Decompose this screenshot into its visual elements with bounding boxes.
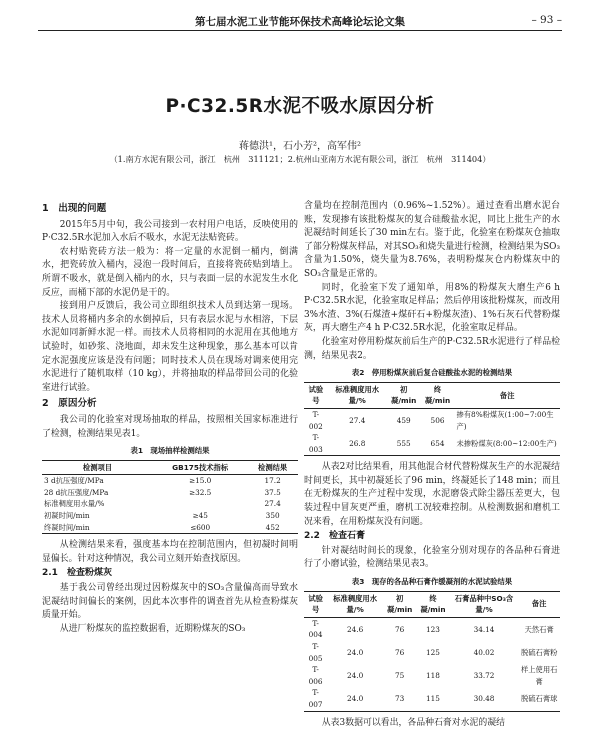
- table-header: 初凝/min: [387, 593, 413, 615]
- table-row: [304, 408, 560, 432]
- right-column: [304, 200, 560, 730]
- table-cell: 终凝时间/min: [44, 522, 90, 532]
- table-cell: 654: [430, 438, 445, 448]
- table-row: [304, 641, 560, 664]
- table-cell: T-003: [308, 433, 323, 454]
- section-1-heading: 1 出现的问题: [42, 203, 107, 214]
- paragraph: 从进厂粉煤灰的监控数据看，近期粉煤灰的SO₃: [59, 623, 246, 634]
- section-2-2-heading: 2.2 检查石膏: [304, 531, 365, 542]
- paragraph: 接到用户反馈后，我公司立即组织技术人员到达第一现场。技术人员将桶内多余的水倒掉后，只有表层水泥与水相溶，下层水泥如同新鲜水泥一样。而技术人员将相同的水泥用在其他地方试验时，如砂浆、浇地面，却未发生这种现象，那么基本可以肯定水泥强度应该是没有问题；同时技术人员在现场对调来使用完水泥进行了随机取样（10 kg），并将抽取的样品带回公司的化验室进行试验。: [42, 301, 298, 393]
- table-row: [42, 510, 298, 522]
- table-row: [42, 475, 298, 487]
- table-3-caption: 表3 现存的各品种石膏作缓凝剂的水泥试验结果: [351, 577, 513, 587]
- paragraph: 农村贴瓷砖方法一般为：将一定量的水泥倒一桶内，倒满水，把瓷砖放入桶内，浸泡一段时间后，直接将瓷砖贴到墙上。所谓不吸水，就是倒入桶内的水，只与表面一层的水泥发生水化反应，而桶下部的水泥仍是干的。: [42, 246, 298, 298]
- table-cell: 76: [395, 647, 405, 657]
- table-cell: 452: [265, 522, 280, 532]
- section-2-1-heading: 2.1 检查粉煤灰: [42, 568, 112, 579]
- table-cell: T-002: [308, 409, 323, 431]
- table-1: [42, 460, 298, 535]
- table-header: 备注: [499, 390, 515, 400]
- paragraph: 同时，化验室下发了通知单，用8%的粉煤灰大磨生产6 h P·C32.5R水泥，化验室取足样品；然后停用该批粉煤灰，而改用3%水渣、3%(石煤渣+煤矸石+粉煤灰渣)、1%石灰石代替粉煤灰，再大磨生产4 h P·C32.5R水泥，化验室取足样品。: [304, 282, 560, 334]
- article-title: P·C32.5R水泥不吸水原因分析: [165, 96, 435, 117]
- table-header: 初凝/min: [391, 384, 417, 406]
- table-cell: 脱硫石膏球: [520, 694, 558, 704]
- table-cell: 459: [396, 415, 411, 425]
- table-cell: 掺有8%粉煤灰(1:00~7:00生产): [456, 409, 554, 431]
- article-affiliation: （1.南方水泥有限公司，浙江 杭州 311121；2.杭州山亚南方水泥有限公司，浙江 杭州 311404）: [109, 154, 491, 164]
- paragraph: 基于我公司曾经出现过因粉煤灰中的SO₃含量偏高而导致水泥凝结时间偏长的案例，因此本次事件的调查首先从检查粉煤灰质量开始。: [42, 583, 298, 621]
- table-row: [304, 617, 560, 641]
- table-cell: 初凝时间/min: [44, 511, 90, 521]
- article-authors: 蒋德洪¹，石小芳²，高军伟²: [238, 141, 362, 152]
- table-row: [304, 432, 560, 456]
- table-cell: 24.0: [347, 694, 364, 704]
- table-header: 石膏品种中SO₃含量/%: [454, 593, 514, 615]
- table-cell: 34.14: [473, 624, 495, 634]
- table-3: [304, 591, 560, 712]
- table-header: 终凝/min: [420, 593, 446, 615]
- table-cell: 24.6: [347, 624, 364, 634]
- table-2-caption: 表2 停用粉煤灰前后复合硅酸盐水泥的检测结果: [351, 368, 513, 378]
- paragraph: 从检测结果来看，强度基本均在控制范围内，但初凝时间明显偏长。针对这种情况，我公司立刻开始查找原因。: [42, 540, 298, 564]
- paragraph: 从表3数据可以看出，各品种石膏对水泥的凝结: [321, 717, 505, 728]
- table-header: 试验号: [308, 593, 323, 615]
- section-2-heading: 2 原因分析: [42, 398, 97, 410]
- table-cell: 26.8: [349, 438, 366, 448]
- table-cell: 76: [395, 624, 405, 634]
- table-cell: 17.2: [264, 476, 281, 486]
- page-number: – 93 –: [531, 14, 562, 26]
- table-cell: 28 d抗压强度/MPa: [44, 487, 109, 497]
- table-row: [304, 664, 560, 687]
- table-header: 标准稠度用水量/%: [333, 593, 378, 615]
- table-2: [304, 382, 560, 457]
- paragraph: 从表2对比结果看，用其他混合材代替粉煤灰生产的水泥凝结时间更长，其中初凝延长了96 min，终凝延长了148 min；而且在无粉煤灰的生产过程中发现，水泥磨袋式除尘器压差更大，包装过程中冒灰更严重，磨机工况较难控制。从检测数据和磨机工况来看，在用粉煤灰没有问题。: [304, 462, 560, 527]
- table-row: [42, 522, 298, 534]
- table-cell: 73: [395, 694, 405, 704]
- table-cell: 27.4: [264, 499, 281, 509]
- table-header: 备注: [531, 599, 547, 609]
- table-cell: ≤600: [190, 522, 211, 532]
- paragraph: 化验室对停用粉煤灰前后生产的P·C32.5R水泥进行了样品检测，结果见表2。: [304, 336, 560, 361]
- running-header: [38, 12, 562, 31]
- table-cell: 24.0: [347, 647, 364, 657]
- table-header: 检测项目: [82, 462, 113, 472]
- table-cell: 天然石膏: [524, 624, 554, 634]
- table-cell: 125: [426, 647, 440, 657]
- table-cell: T-007: [308, 688, 323, 709]
- table-header: 标准稠度用水量/%: [335, 384, 380, 406]
- table-cell: 标准稠度用水量/%: [44, 499, 105, 509]
- table-header: 终凝/min: [424, 384, 451, 406]
- table-cell: 555: [396, 438, 411, 448]
- table-cell: 115: [426, 694, 440, 704]
- table-cell: 40.02: [473, 647, 495, 657]
- table-cell: 样上使用石膏: [520, 665, 558, 686]
- table-cell: 75: [395, 670, 405, 680]
- table-row: [304, 687, 560, 711]
- paragraph: 针对凝结时间长的现象，化验室分别对现存的各品种石膏进行了小磨试验，检测结果见表3。: [304, 545, 560, 570]
- table-cell: ≥32.5: [188, 487, 212, 497]
- table-cell: 30.48: [473, 694, 495, 704]
- table-header: GB175技术指标: [172, 462, 229, 472]
- table-cell: ≥15.0: [188, 476, 212, 486]
- table-cell: 3 d抗压强度/MPa: [44, 476, 104, 486]
- table-cell: 33.72: [473, 670, 495, 680]
- table-cell: 506: [430, 415, 445, 425]
- table-row: [42, 498, 298, 510]
- table-cell: T-004: [308, 618, 323, 640]
- table-cell: 118: [426, 670, 440, 680]
- table-header: 检测结果: [258, 462, 288, 472]
- journal-title: 第七届水泥工业节能环保技术高峰论坛论文集: [195, 16, 405, 28]
- table-cell: 27.4: [349, 415, 366, 425]
- table-cell: 123: [426, 624, 440, 634]
- table-cell: 37.5: [264, 487, 281, 497]
- table-cell: [153, 498, 247, 510]
- table-cell: T-005: [308, 642, 323, 663]
- table-cell: ≥45: [192, 511, 208, 521]
- table-cell: 24.0: [347, 670, 364, 680]
- table-cell: 未掺粉煤灰(8:00~12:00生产): [456, 438, 557, 448]
- table-cell: T-006: [308, 665, 323, 686]
- table-header: 试验号: [308, 384, 324, 406]
- paragraph: 含量均在控制范围内（0.96%~1.52%）。通过查看出磨水泥台账，发现掺有该批粉煤灰的复合硅酸盐水泥，同比上批生产的水泥凝结时间延长了30 min左右。鉴于此，化验室在粉煤灰仓抽取了部分粉煤灰样品，对其SO₃和烧失量进行检测，检测结果为SO₃含量为1.50%，烧失量为8.76%，表明粉煤灰仓内粉煤灰中的SO₃含量是正常的。: [304, 201, 560, 279]
- left-column: [42, 200, 298, 636]
- paragraph: 我公司的化验室对现场抽取的样品，按照相关国家标准进行了检测，检测结果见表1。: [42, 414, 298, 439]
- table-row: [42, 487, 298, 499]
- table-1-caption: 表1 现场抽样检测结果: [130, 446, 210, 456]
- table-cell: 脱硫石膏粉: [520, 647, 558, 657]
- table-cell: 350: [265, 511, 280, 521]
- paragraph: 2015年5月中旬，我公司接到一农村用户电话，反映使用的P·C32.5R水泥加入水后不吸水，水泥无法贴瓷砖。: [42, 219, 298, 244]
